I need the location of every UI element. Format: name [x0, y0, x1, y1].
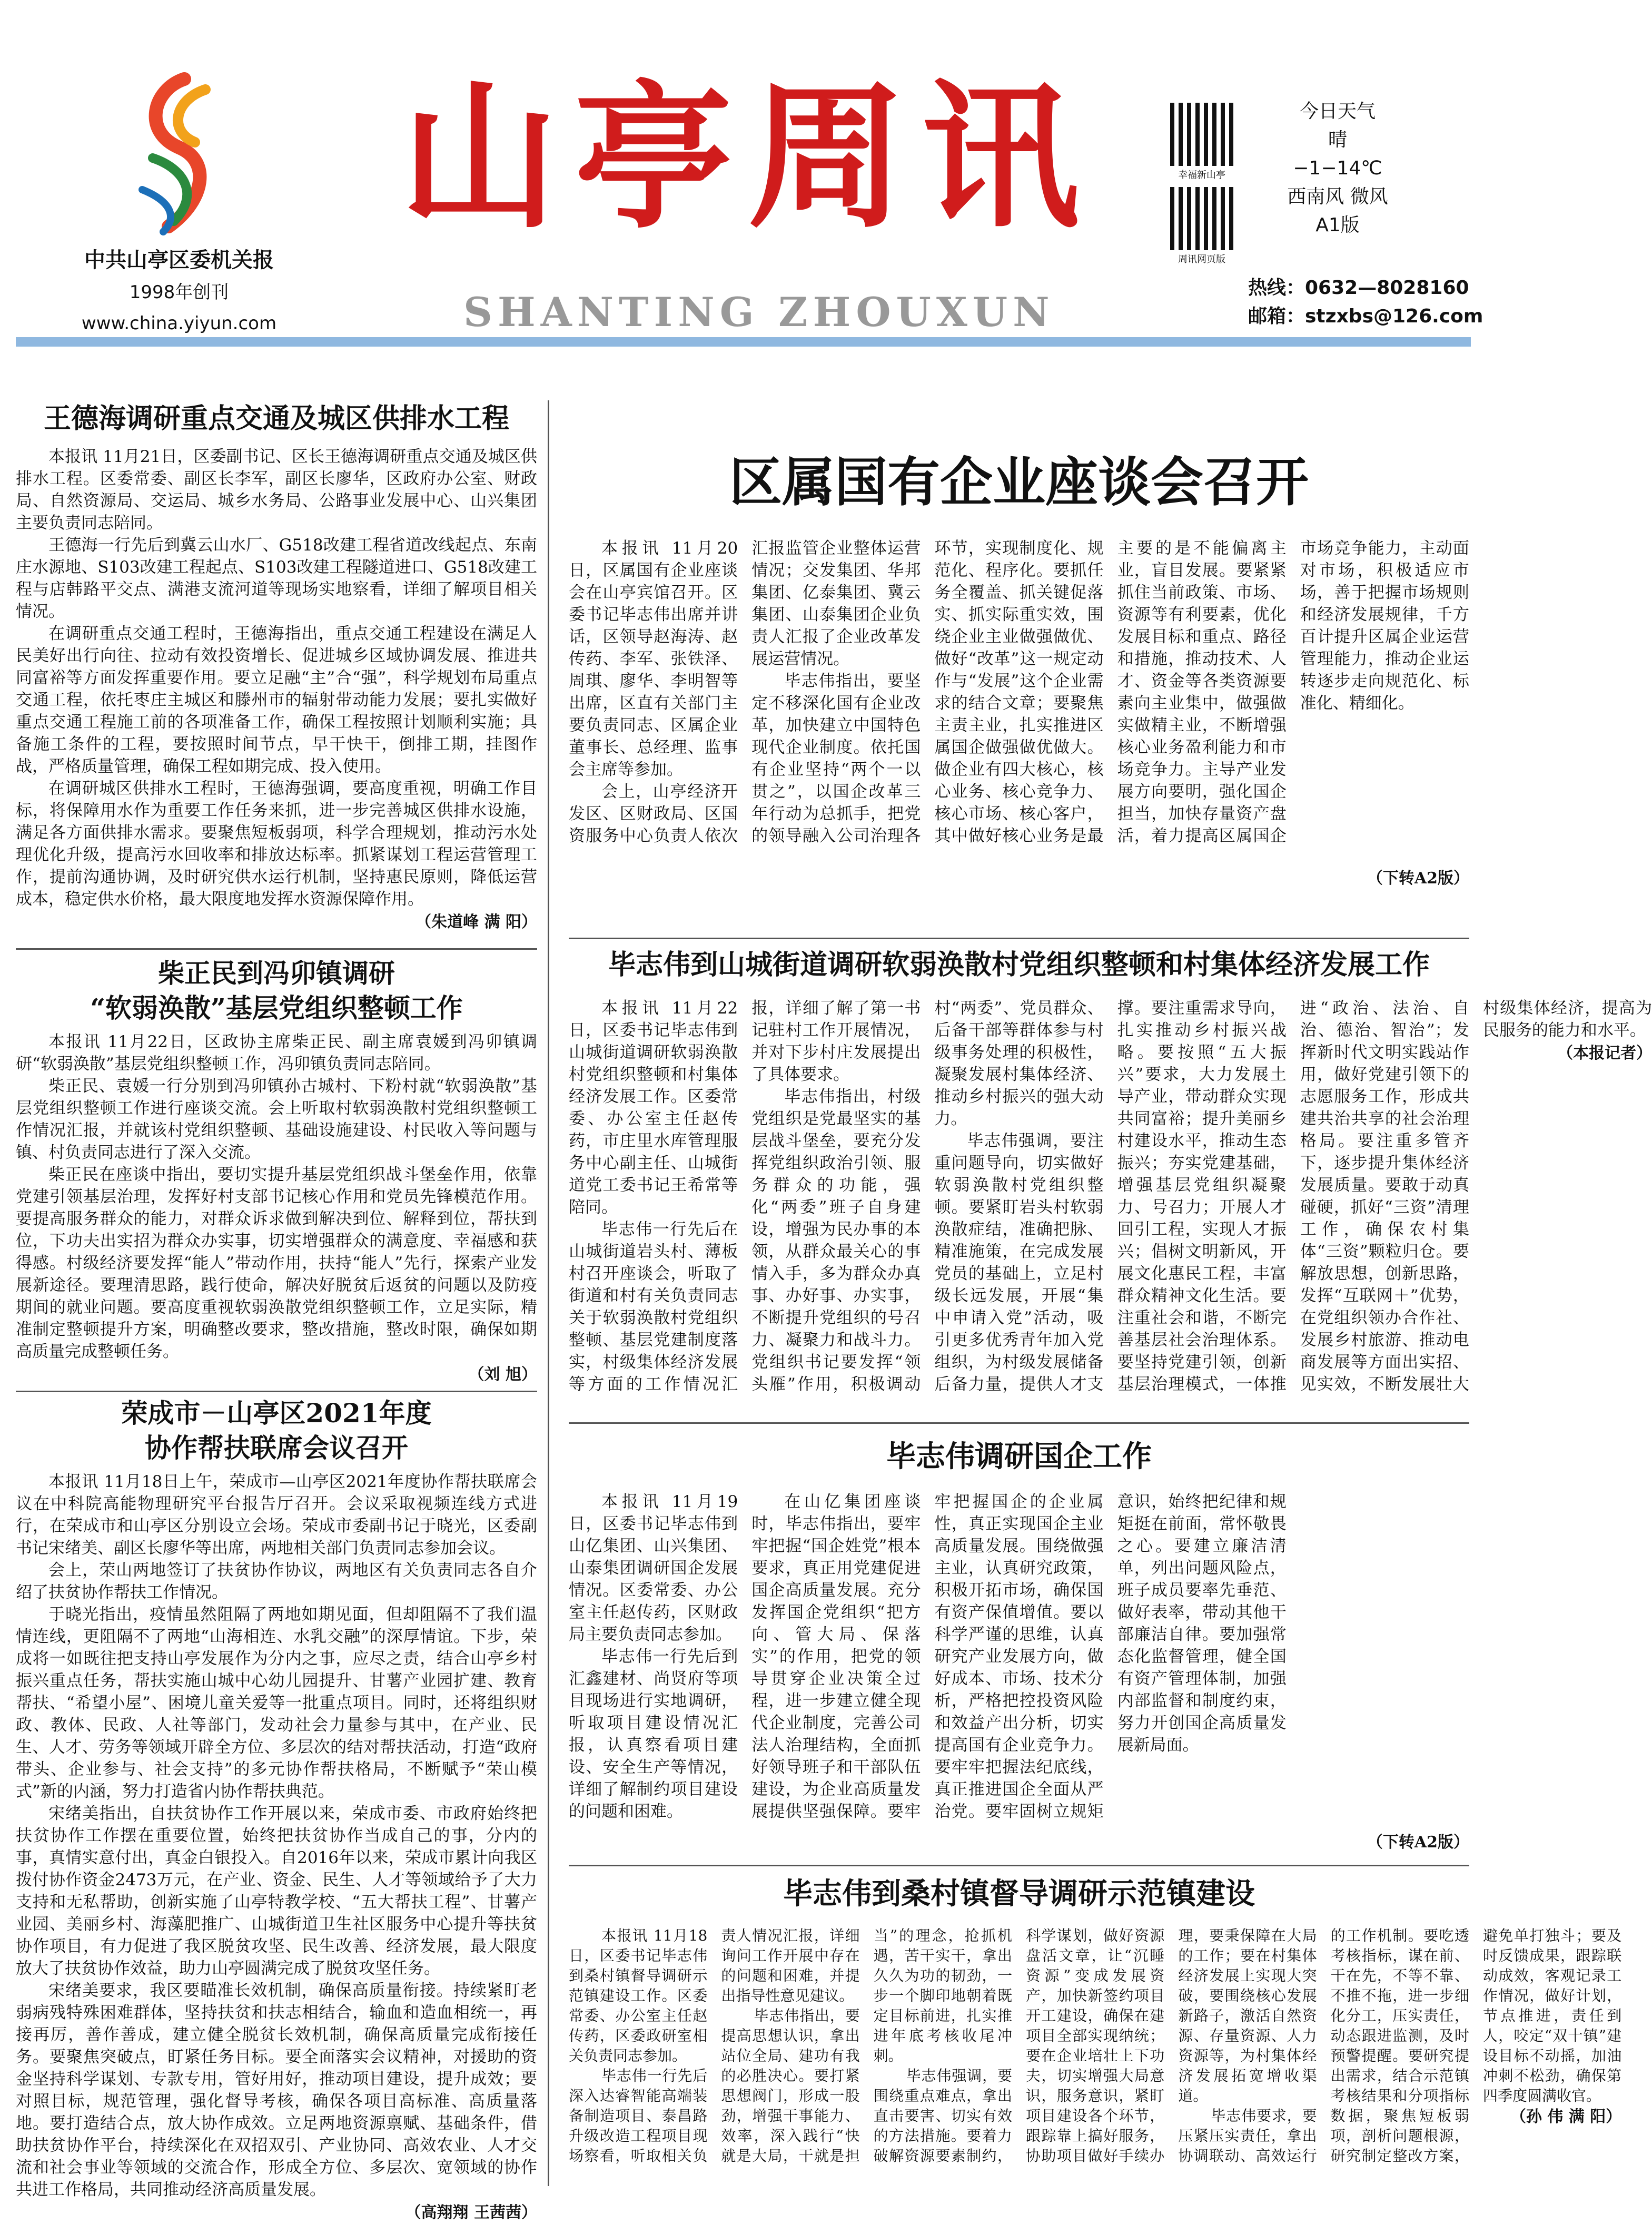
- qr-code-icon: [1170, 103, 1233, 166]
- article-paragraph: 本报讯 11月19日，区委书记毕志伟到山亿集团、山兴集团、山泰集团调研国企发展情况。区委常委、办公室主任赵传药，区财政局主要负责同志参加。: [569, 1492, 738, 1644]
- article-chai-zhengmin: [16, 956, 537, 1393]
- article-paragraph: 宋绪美要求，我区要瞄准长效机制，确保高质量衔接。持续紧盯老弱病残特殊困难群体，坚持扶贫和扶志相结合，输血和造血相统一，再接再厉，善作善成，建立健全脱贫长效机制，确保高质量完成衔接任务。要聚焦突破点，盯紧任务目标。要全面落实会议精神，对援助的资金坚持科学谋划、专款专用，管好用好，推动项目建设，提升成效；要对照目标，规范管理，强化督导考核，确保各项目高标准、高质量落地。要打造结合点，放大协作成效。立足两地资源禀赋、基础条件，借助扶贫协作平台，持续深化在双招双引、产业协同、高效农业、人才交流和社会事业等领域的交流合作，形成全方位、多层次、宽领域的协作共进工作格局，共同推动经济高质量发展。: [16, 1981, 537, 2199]
- article-paragraph: 毕志伟一行先后到汇鑫建材、尚贤府等项目现场进行实地调研，听取项目建设情况汇报，认真察看项目建设、安全生产等情况，详细了解制约项目建设的问题和困难。: [569, 1647, 738, 1821]
- qr-caption: 幸福新山亭: [1178, 170, 1225, 181]
- hotline: 热线：0632—8028160: [1248, 277, 1469, 299]
- article-body: [569, 537, 1469, 864]
- article-headline: 王德海调研重点交通及城区供排水工程: [43, 402, 509, 435]
- article-paragraph: 柴正民在座谈中指出，要切实提升基层党组织战斗堡垒作用，依靠党建引领基层治理，发挥好村支部书记核心作用和党员先锋模范作用。要提高服务群众的能力，对群众诉求做到解决到位、解释到位，帮扶到位，下功夫出实招为群众办实事，切实增强群众的满意度、幸福感和获得感。村级经济要发挥“能人”带动作用，扶持“能人”先行，探索产业发展新途径。要理清思路，践行使命，解决好脱贫后返贫的问题以及防疫期间的就业问题。要高度重视软弱涣散党组织整顿工作，立足实际，精准制定整顿提升方案，明确整改要求，整改措施，整改时限，确保如期高质量完成整顿任务。: [16, 1165, 537, 1361]
- article-paragraph: 会上，荣山两地签订了扶贫协作协议，两地区有关负责同志各自介绍了扶贫协作帮扶工作情况。: [16, 1561, 537, 1602]
- founded-year: 1998年创刊: [129, 282, 229, 303]
- article-paragraph: 会上，山亭经济开发区、区财政局、区国资服务中心负责人依次汇报监管企业整体运营情况；交发集团、华邦集团、亿泰集团、冀云集团、山泰集团企业负责人汇报了企业改革发展运营情况。: [569, 539, 921, 845]
- contact-info: [1248, 274, 1483, 331]
- article-paragraph: 毕志伟指出，村级党组织是党最坚实的基层战斗堡垒，要充分发挥党组织政治引领、服务群众的功能，强化“两委”班子自身建设，增强为民办事的本领，从群众最关心的事情入手，多为群众办真事、办好事、办实事，不断提升党组织的号召力、凝聚力和战斗力。党组织书记要发挥“领头雁”作用，积极调动村“两委”、党员群众、后备干部等群体参与村级事务处理的积极性，凝聚发展村集体经济、推动乡村振兴的强大动力。: [751, 999, 1104, 1394]
- article-byline: （孙 伟 满 阳）: [1510, 2108, 1622, 2126]
- article-state-enterprise-research: [569, 1433, 1469, 1865]
- article-continued: （下转A2版）: [1367, 869, 1469, 888]
- article-headline: “软弱涣散”基层党组织整顿工作: [90, 992, 463, 1024]
- article-byline: （高翔翔 王茜茜）: [405, 2203, 537, 2222]
- qr-caption: 周讯网页版: [1178, 254, 1225, 265]
- masthead-rule: [16, 337, 1471, 347]
- divider: [569, 938, 1469, 939]
- article-paragraph: 本报讯 11月18日，区委书记毕志伟到桑村镇督导调研示范镇建设工作。区委常委、办公室主任赵传药，区委政研室相关负责同志参加。: [569, 1927, 708, 2064]
- masthead: [0, 0, 1487, 337]
- article-body: [569, 1491, 1469, 1828]
- article-paragraph: 在调研城区供排水工程时，王德海强调，要高度重视，明确工作目标，将保障用水作为重要工作任务来抓，进一步完善城区供排水设施，满足各方面供排水需求。要聚焦短板弱项，科学合理规划，推动污水处理优化升级，提高污水回收率和排放达标率。抓紧谋划工程运营管理工作，提前沟通协调，及时研究供水运行机制，坚持惠民原则，降低运营成本，稳定供水价格，最大限度地发挥水资源保障作用。: [16, 779, 537, 909]
- article-paragraph: 本报讯 11月21日，区委副书记、区长王德海调研重点交通及城区供排水工程。区委常委、副区长李军，副区长廖华，区政府办公室、财政局、自然资源局、交运局、城乡水务局、公路事业发展中心、山兴集团主要负责同志陪同。: [16, 447, 537, 533]
- article-headline: 区属国有企业座谈会召开: [729, 451, 1309, 513]
- article-headline: 毕志伟到桑村镇督导调研示范镇建设: [783, 1876, 1255, 1911]
- weather-box: [1269, 97, 1406, 240]
- article-sangcun-town: [569, 1870, 1622, 2186]
- weather-wind: 西南风 微风: [1287, 186, 1388, 208]
- page-number: A1版: [1315, 214, 1360, 236]
- email[interactable]: 邮箱：stzxbs@126.com: [1248, 306, 1483, 327]
- article-byline: （刘 旭）: [468, 1365, 537, 1384]
- article-paragraph: 毕志伟指出，要坚定不移深化国有企业改革，加快建立中国特色现代企业制度。依托国有企业坚持“两个一以贯之”，以国企改革三年行动为总抓手，把党的领导融入公司治理各环节，实现制度化、规范化、程序化。要抓任务全覆盖、抓关键促落实、抓实际重实效，围绕企业主业做强做优、做好“改革”这一规定动作与“发展”这个企业需求的结合文章；要聚焦主责主业，扎实推进区属国企做强做优做大。做企业有四大核心，核心业务、核心竞争力、核心市场、核心客户，其中做好核心业务是最主要的是不能偏离主业，盲目发展。要紧紧抓住当前政策、市场、资源等有利要素，优化发展目标和重点、路径和措施，推动技术、人才、资金等各类资源要素向主业集中，做强做实做精主业，不断增强核心业务盈利能力和市场竞争力。主导产业发展方向要明，强化国企担当，加快存量资产盘活，着力提高区属国企市场竞争能力，主动面对市场，积极适应市场，善于把握市场规则和经济发展规律，千方百计提升区属企业运营管理能力，推动企业运转逐步走向规范化、标准化、精细化。: [751, 539, 1469, 845]
- article-paragraph: 毕志伟强调，要围绕重点难点，拿出直击要害、切实有效的方法措施。要着力破解资源要素制约，科学谋划，做好资源盘活文章，让“沉睡资源”变成发展资产，加快新签约项目开工建设，确保在建项目全部实现纳统；要在企业培壮上下功夫，切实增强大局意识，服务意识，紧盯项目建设各个环节，跟踪靠上搞好服务，协助项目做好手续办理，要秉保障在大局的工作；要在村集体经济发展上实现大突破，要围绕核心发展新路子，激活自然资源、存量资源、人力资源等，为村集体经济发展拓宽增收渠道。: [873, 1927, 1317, 2164]
- article-paragraph: 宋绪美指出，自扶贫协作工作开展以来，荣成市委、市政府始终把扶贫协作工作摆在重要位置，始终把扶贫协作当成自己的事，分内的事，真情实意付出，真金白银投入。自2016年以来，荣成市累计向我区拨付协作资金2473万元，在产业、资金、民生、人才等领域给予了大力支持和无私帮助，创新实施了山亭特教学校、“五大帮扶工程”、甘薯产业园、美丽乡村、海藻肥推广、山城街道卫生社区服务中心提升等扶贫协作项目，有力促进了我区脱贫攻坚、民生改善、经济发展，最大限度放大了扶贫协作效益，助力山亭圆满完成了脱贫攻坚任务。: [16, 1804, 537, 1978]
- article-body: [16, 1031, 537, 1386]
- article-paragraph: 毕志伟一行先后在山城街道岩头村、薄板村召开座谈会，听取了街道和村有关负责同志关于软弱涣散村党组织整顿、基层党建制度落实，村级集体经济发展等方面的工作情况汇报，详细了解了第一书记驻村工作开展情况，并对下步村庄发展提出了具体要求。: [569, 999, 921, 1394]
- article-paragraph: 本报讯 11月22日，区政协主席柴正民、副主席袁媛到冯卯镇调研“软弱涣散”基层党组织整顿工作，冯卯镇负责同志陪同。: [16, 1032, 537, 1074]
- weather-condition: 晴: [1328, 129, 1347, 151]
- divider: [16, 948, 537, 950]
- article-state-enterprise: [569, 442, 1469, 943]
- article-body: [16, 446, 537, 933]
- column-divider: [548, 400, 549, 2186]
- divider: [16, 1391, 537, 1392]
- divider: [569, 1865, 1469, 1866]
- article-paragraph: 柴正民、袁媛一行分别到冯卯镇孙古城村、下粉村就“软弱涣散”基层党组织整顿工作进行座谈交流。会上听取村软弱涣散村党组织整顿工作情况汇报，并就该村党组织整顿、基础设施建设、村民收入等问题与镇、村负责同志进行了深入交流。: [16, 1077, 537, 1162]
- publisher-org: 中共山亭区委机关报: [84, 248, 274, 272]
- article-continued: （下转A2版）: [1367, 1833, 1469, 1852]
- article-rongcheng: [16, 1396, 537, 2222]
- article-paragraph: 毕志伟一行先后深入达睿智能高端装备制造项目、泰昌路升级改造工程项目现场察看，听取相关负责人情况汇报，详细询问工作开展中存在的问题和困难，并提出指导性意见建议。: [569, 1927, 860, 2164]
- article-paragraph: 本报讯 11月22日，区委书记毕志伟到山城街道调研软弱涣散村党组织整顿和村集体经济发展工作。区委常委、办公室主任赵传药，市庄里水库管理服务中心副主任、山城街道党工委书记王希常等陪同。: [569, 999, 738, 1217]
- article-body: [569, 1926, 1622, 2179]
- article-paragraph: 本报讯 11月20日，区属国有企业座谈会在山亭宾馆召开。区委书记毕志伟出席并讲话，区领导赵海涛、赵传药、李军、张铁泽、周琪、廖华、李明智等出席，区直有关部门主要负责同志、区属企业董事长、总经理、监事会主席等参加。: [569, 539, 738, 779]
- article-body: [16, 1471, 537, 2224]
- article-paragraph: 在山亿集团座谈时，毕志伟指出，要牢牢把握“国企姓党”根本要求，真正用党建促进国企高质量发展。充分发挥国企党组织“把方向、管大局、保落实”的作用，把党的领导贯穿企业决策全过程，进一步建立健全现代企业制度，完善公司法人治理结构，全面抓好领导班子和干部队伍建设，为企业高质量发展提供坚强保障。要牢牢把握国企的企业属性，真正实现国企主业高质量发展。围绕做强主业，认真研究政策，积极开拓市场，确保国有资产保值增值。要以科学严谨的思维，认真研究产业发展方向，做好成本、市场、技术分析，严格把控投资风险和效益产出分析，切实提高国有企业竞争力。要牢牢把握法纪底线，真正推进国企全面从严治党。要牢固树立规矩意识，始终把纪律和规矩挺在前面，常怀敬畏之心。要建立廉洁清单，列出问题风险点，班子成员要率先垂范、做好表率，带动其他干部廉洁自律。要加强常态化监督管理，健全国有资产管理体制，加强内部监督和制度约束，努力开创国企高质量发展新局面。: [751, 1492, 1287, 1821]
- weather-temp: −1−14℃: [1293, 158, 1382, 179]
- newspaper-title: 山亭周讯: [400, 66, 1095, 250]
- article-paragraph: 毕志伟强调，要注重问题导向，切实做好软弱涣散村党组织整顿。要紧盯岩头村软弱涣散症结，准确把脉、精准施策，在完成发展党员的基础上，立足村级长远发展，开展“集中申请入党”活动，吸引更多优秀青年加入党组织，为村级发展储备后备力量，提供人才支撑。要注重需求导向，扎实推动乡村振兴战略。要按照“五大振兴”要求，大力发展土导产业，带动群众实现共同富裕；提升美丽乡村建设水平，推动生态振兴；夯实党建基础，增强基层党组织凝聚力、号召力；开展人才回引工程，实现人才振兴；倡树文明新风，开展文化惠民工程，丰富群众精神文化生活。要注重社会和谐，不断完善基层社会治理体系。要坚持党建引领，创新基层治理模式，一体推进“政治、法治、自治、德治、智治”；发挥新时代文明实践站作用，做好党建引领下的志愿服务工作，形成共建共治共享的社会治理格局。要注重多管齐下，逐步提升集体经济发展质量。要敢于动真碰硬，抓好“三资”清理工作，确保农村集体“三资”颗粒归仓。要解放思想，创新思路，发挥“互联网＋”优势，在党组织领办合作社、发展乡村旅游、推动电商发展等方面出实招、见实效，不断发展壮大村级集体经济，提高为民服务的能力和水平。: [934, 999, 1652, 1394]
- article-paragraph: 于晓光指出，疫情虽然阻隔了两地如期见面，但却阻隔不了我们温情连线，更阻隔不了两地“山海相连、水乳交融”的深厚情谊。下步，荣成将一如既往把支持山亭发展作为分内之事，应尽之责，结合山亭乡村振兴重点任务，帮扶实施山城中心幼儿园提升、甘薯产业园扩建、教育帮扶、“希望小屋”、困境儿童关爱等一批重点项目。同时，还将组织财政、教体、民政、人社等部门，发动社会力量参与其中，在产业、民生、人才、劳务等领域开辟全方位、多层次的结对帮扶活动，打造“政府带头、企业参与、社会支持”的多元协作帮扶格局，不断赋予“荣山模式”新的内涵，努力打造省内协作帮扶典范。: [16, 1605, 537, 1801]
- article-byline: （本报记者）: [1557, 1044, 1652, 1062]
- article-headline: 荣成市－山亭区2021年度: [121, 1398, 432, 1429]
- article-paragraph: 毕志伟指出，要提高思想认识，拿出站位全局、建功有我的必胜决心。要打紧思想阀门，形成一股劲，增强干事能力、效率，深入践行“快就是大局，干就是担当”的理念，抢抓机遇，苦干实干，拿出久久为功的韧劲，一步一个脚印地朝着既定目标前进，扎实推进年底考核收尾冲刺。: [721, 1927, 1012, 2164]
- article-headline: 毕志伟到山城街道调研软弱涣散村党组织整顿和村集体经济发展工作: [608, 949, 1430, 981]
- article-wang-dehai: [16, 400, 537, 953]
- article-headline: 毕志伟调研国企工作: [886, 1439, 1152, 1474]
- article-shancheng-village: [569, 946, 1652, 1425]
- article-headline: 协作帮扶联席会议召开: [145, 1432, 408, 1463]
- article-paragraph: 王德海一行先后到冀云山水厂、G518改建工程省道改线起点、东南庄水源地、S103改建工程起点、S103改建工程隧道进口、G518改建工程与店韩路平交点、满港支流河道等现场实地察看，详细了解项目相关情况。: [16, 536, 537, 621]
- article-byline: （朱道峰 满 阳）: [416, 913, 537, 931]
- qr-code-icon: [1170, 187, 1233, 250]
- article-paragraph: 本报讯 11月18日上午，荣成市—山亭区2021年度协作帮扶联席会议在中科院高能物理研究平台报告厅召开。会议采取视频连线方式进行，在荣成市和山亭区分别设立会场。荣成市委副书记于晓光，区委副书记宋绪美、副区长廖华等出席，两地相关部门负责同志参加会议。: [16, 1472, 537, 1558]
- article-body: [569, 997, 1652, 1403]
- website-link[interactable]: www.china.yiyun.com: [81, 313, 277, 334]
- article-paragraph: 在调研重点交通工程时，王德海指出，重点交通工程建设在满足人民美好出行向往、拉动有效投资增长、促进城乡区域协调发展、推进共同富裕等方面发挥重要作用。要立足融“主”合“强”，科学规划布局重点交通工程，依托枣庄主城区和滕州市的辐射带动能力发展；要扎实做好重点交通工程施工前的各项准备工作，确保工程按照计划顺利实施；具备施工条件的工程，要按照时间节点，早干快干，倒排工期，挂图作战，严格质量管理，确保工程如期完成、投入使用。: [16, 624, 537, 776]
- divider: [569, 1422, 1469, 1424]
- newspaper-title-pinyin: SHANTING ZHOUXUN: [463, 289, 1055, 336]
- newspaper-logo: [121, 68, 237, 237]
- publisher-info: [32, 243, 327, 334]
- article-headline: 柴正民到冯卯镇调研: [158, 958, 395, 989]
- article-paragraph: 毕志伟要求，要压紧压实责任，拿出协调联动、高效运行的工作机制。要吃透考核指标，谋在前、干在先，不等不靠、不推不拖，进一步细化分工，压实责任，动态跟进监测，及时预警提醒。要研究提出需求，结合示范镇考核结果和分项指标数据，聚焦短板弱项，剖析问题根源，研究制定整改方案，避免单打独斗；要及时反馈成果，跟踪联动成效，客观记录工作情况，做好计划，节点推进，责任到人，咬定“双十镇”建设目标不动摇，加油冲刺不松劲，确保第四季度圆满收官。: [1178, 1927, 1622, 2164]
- weather-title: 今日天气: [1299, 101, 1376, 122]
